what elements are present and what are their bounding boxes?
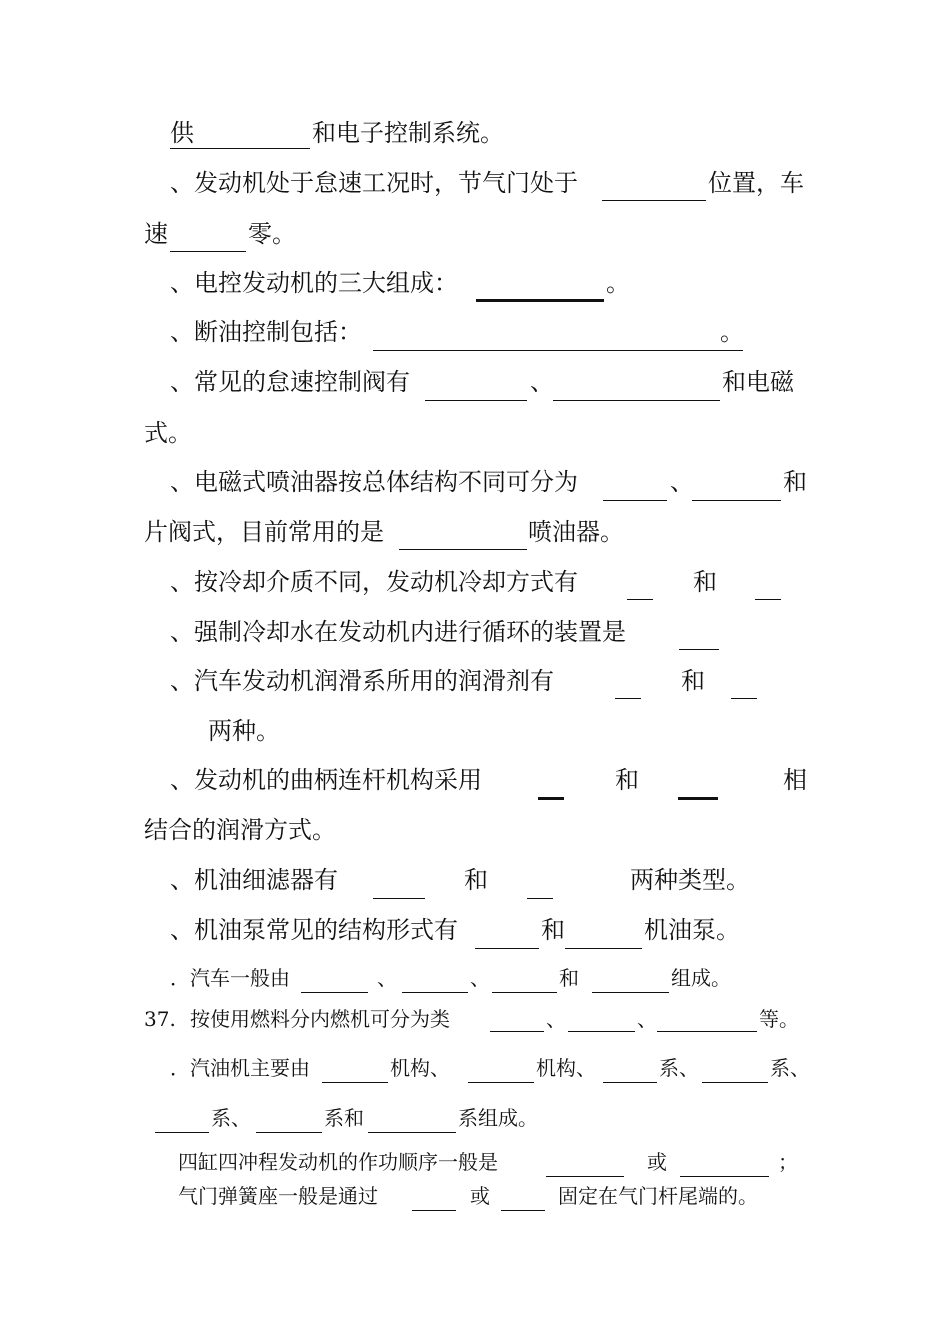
text-q4-d: 式。: [144, 419, 192, 447]
text-q3-b: 。: [720, 318, 744, 346]
text-q15-c: ；: [778, 1150, 798, 1174]
text-q14-c: 机构、: [536, 1056, 596, 1080]
blank-q6-2: [755, 599, 781, 600]
text-q12-a: ．汽车一般由: [170, 966, 290, 990]
text-q13-b: 、: [546, 1007, 566, 1031]
text-q8-a: 、汽车发动机润滑系所用的润滑剂有: [170, 667, 554, 695]
blank-q14-2: [468, 1082, 534, 1083]
text-q13-a: 按使用燃料分内燃机可分为类: [190, 1007, 450, 1031]
text-q8-b: 和: [681, 667, 705, 695]
text-q14-e: 系、: [770, 1056, 810, 1080]
text-q5-e: 喷油器。: [528, 518, 624, 546]
blank-q10-2: [527, 898, 553, 899]
text-q16-c: 固定在气门杆尾端的。: [558, 1184, 758, 1208]
blank-q12-3: [492, 992, 557, 993]
text-q6-b: 和: [693, 568, 717, 596]
text-q1-d: 零。: [248, 220, 296, 248]
blank-q13-3: [657, 1031, 757, 1032]
blank-q13-1: [490, 1031, 544, 1032]
blank-q16-2: [501, 1210, 545, 1211]
text-q12-d: 和: [559, 966, 579, 990]
blank-q14-7: [368, 1132, 456, 1133]
blank-q13-2: [568, 1031, 635, 1032]
text-l1-b: 和电子控制系统。: [312, 119, 504, 147]
text-q15-b: 或: [647, 1150, 667, 1174]
blank-q14-5: [155, 1132, 209, 1133]
text-q15-a: 四缸四冲程发动机的作功顺序一般是: [178, 1150, 498, 1174]
blank-q14-6: [256, 1132, 322, 1133]
text-q5-a: 、电磁式喷油器按总体结构不同可分为: [170, 468, 578, 496]
text-q8-c: 两种。: [208, 717, 280, 745]
text-q5-d: 片阀式，目前常用的是: [144, 518, 384, 546]
blank-q15-1: [546, 1176, 624, 1177]
blank-q10-1: [373, 898, 425, 899]
text-q6-a: 、按冷却介质不同，发动机冷却方式有: [170, 568, 578, 596]
blank-q12-2: [402, 992, 468, 993]
text-q13-c: 、: [637, 1007, 657, 1031]
blank-q5-2: [692, 500, 781, 501]
text-q9-d: 结合的润滑方式。: [144, 816, 336, 844]
text-q12-e: 组成。: [671, 966, 731, 990]
text-q14-b: 机构、: [390, 1056, 450, 1080]
text-q7-a: 、强制冷却水在发动机内进行循环的装置是: [170, 618, 626, 646]
text-q2-b: 。: [606, 269, 630, 297]
text-q16-a: 气门弹簧座一般是通过: [178, 1184, 378, 1208]
blank-q4-1: [425, 400, 527, 401]
blank-q14-3: [603, 1082, 657, 1083]
blank-q12-4: [592, 992, 669, 993]
blank-q4-2: [553, 400, 720, 401]
text-q13-d: 等。: [759, 1007, 799, 1031]
blank-q9-1: [538, 797, 564, 800]
text-q1-c: 速: [144, 220, 168, 248]
blank-q8-1: [615, 698, 641, 699]
blank-q5-1: [603, 500, 667, 501]
blank-q3: [373, 350, 743, 351]
text-q5-c: 和: [783, 468, 807, 496]
blank-q5-3: [399, 549, 527, 550]
blank-q16-1: [412, 1210, 456, 1211]
text-q12-b: 、: [377, 966, 397, 990]
text-q1-a: 、发动机处于怠速工况时，节气门处于: [170, 169, 578, 197]
blank-q6-1: [627, 599, 653, 600]
text-q4-a: 、常见的怠速控制阀有: [170, 368, 410, 396]
text-q5-b: 、: [670, 468, 694, 496]
text-q9-a: 、发动机的曲柄连杆机构采用: [170, 766, 482, 794]
text-q11-b: 和: [541, 916, 565, 944]
text-q10-c: 两种类型。: [630, 866, 750, 894]
blank-q1-2: [170, 251, 246, 252]
blank-q7: [679, 649, 719, 650]
blank-q11-1: [475, 948, 539, 949]
text-q9-c: 相: [783, 766, 807, 794]
text-q2-a: 、电控发动机的三大组成：: [170, 269, 458, 297]
blank-q15-2: [680, 1176, 769, 1177]
blank-q14-1: [322, 1082, 388, 1083]
text-l1-a: 供: [170, 119, 194, 147]
blank-l1: [170, 148, 310, 149]
text-q14-h: 系组成。: [458, 1106, 538, 1130]
text-q12-c: 、: [470, 966, 490, 990]
text-q16-b: 或: [470, 1184, 490, 1208]
text-q10-a: 、机油细滤器有: [170, 866, 338, 894]
blank-q9-2: [678, 797, 718, 800]
text-q11-c: 机油泵。: [644, 916, 740, 944]
text-q14-d: 系、: [659, 1056, 699, 1080]
blank-q12-1: [301, 992, 368, 993]
text-q1-b: 位置，车: [708, 169, 804, 197]
text-q9-b: 和: [615, 766, 639, 794]
blank-q1-1: [602, 200, 706, 201]
blank-q14-4: [702, 1082, 768, 1083]
text-q3-a: 、断油控制包括：: [170, 318, 362, 346]
text-q4-c: 和电磁: [722, 368, 794, 396]
text-q11-a: 、机油泵常见的结构形式有: [170, 916, 458, 944]
blank-q11-2: [565, 948, 642, 949]
text-q14-g: 系和: [324, 1106, 364, 1130]
blank-q8-2: [731, 698, 757, 699]
blank-q2: [476, 299, 604, 302]
text-q14-a: ．汽油机主要由: [170, 1056, 310, 1080]
text-q14-f: 系、: [211, 1106, 251, 1130]
text-q10-b: 和: [464, 866, 488, 894]
text-q13-num: 37.: [144, 1007, 176, 1031]
text-q4-b: 、: [530, 368, 554, 396]
